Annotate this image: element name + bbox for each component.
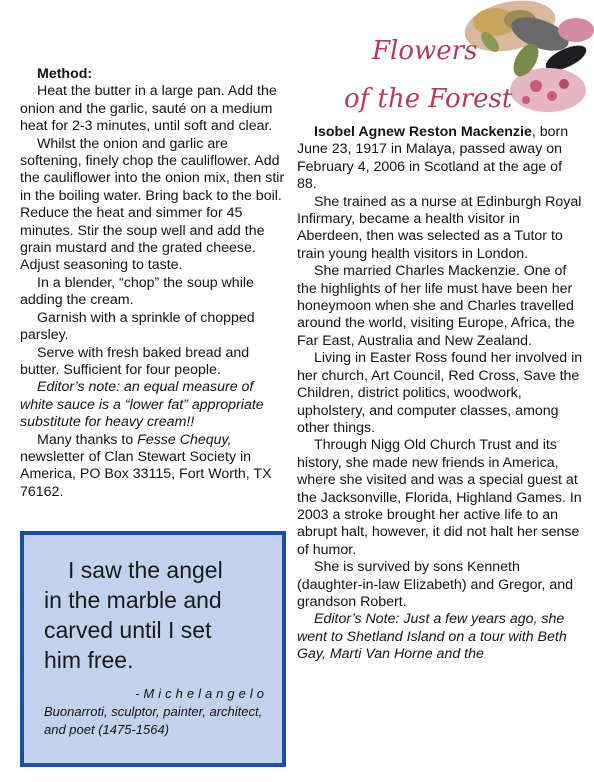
obituary-intro-text: , born June 23, 1917 in Malaya, passed away on February 4, 2006 in Scotland at the age of 88. <box>297 124 569 193</box>
recipe-method-column <box>20 66 290 501</box>
method-paragraph: In a blender, “chop” the soup while adding the cream. <box>20 274 254 309</box>
quote-attribution <box>44 685 268 739</box>
method-paragraph: Garnish with a sprinkle of chopped parsley. <box>20 309 255 344</box>
obituary-paragraph: Through Nigg Old Church Trust and its history, she made new friends in America, where she visited and was a special guest at the Jacksonville, Florida, Highland Games. In 2003 a stroke brought her active life to an abrupt halt, however, it did not halt her sense of humor. <box>297 437 582 558</box>
thanks-prefix: Many thanks to <box>37 431 138 448</box>
obituary-paragraph: Living in Easter Ross found her involved in her church, Art Council, Red Cross, Save the Children, district politics, woodwork, upholstery, and computer classes, among other things. <box>297 350 583 436</box>
method-paragraph: Heat the butter in a large pan. Add the onion and the garlic, sauté on a medium heat for 2-3 minutes, until soft and clear. <box>20 83 277 135</box>
thanks-paragraph <box>20 432 290 502</box>
obituary-editor-note: Editor’s Note: Just a few years ago, she went to Shetland Island on a tour with Beth Gay, Marti Van Horne and the <box>297 611 567 663</box>
editor-note: Editor’s note: an equal measure of white sauce is a “lower fat” appropriate substitute for heavy cream!! <box>20 379 264 431</box>
obituary-paragraph: She is survived by sons Kenneth (daughter-in-law Elizabeth) and Gregor, and grandson Robert. <box>297 559 574 610</box>
obituary-intro <box>297 124 585 194</box>
method-paragraph: Whilst the onion and garlic are softening, finely chop the cauliflower. Add the cauliflower into the onion mix, then stir in the boiling water. Bring back to the boil. Reduce the heat and simmer for 45 minutes. Stir the soup well and add the grain mustard and the grated cheese. Adjust seasoning to taste. <box>20 135 285 274</box>
quote-author: -Michelangelo <box>135 686 268 701</box>
quote-box <box>20 531 286 767</box>
obituary-column <box>297 124 585 664</box>
newsletter-name: Fesse Chequy, <box>137 431 232 448</box>
quote-line: carved until I set <box>44 617 212 643</box>
quote-line: him free. <box>44 647 134 673</box>
quote-line: in the marble and <box>44 587 222 613</box>
section-title-line2: of the Forest <box>344 84 513 114</box>
obituary-paragraph: She trained as a nurse at Edinburgh Royal Infirmary, became a health visitor in Aberdeen, then was selected as a Tutor to train young health visitors in London. <box>297 193 582 262</box>
quote-text <box>44 555 268 675</box>
quote-author-description: Buonarroti, sculptor, painter, architect, and poet (1475-1564) <box>44 704 263 737</box>
section-title-line1: Flowers <box>372 36 478 66</box>
method-heading: Method: <box>37 66 93 82</box>
obituary-name: Isobel Agnew Reston Mackenzie <box>314 124 532 140</box>
obituary-paragraph: She married Charles Mackenzie. One of the highlights of her life must have been her honeymoon when she and Charles travelled around the world, visiting Europe, Africa, the Far East, Australia and New Zealand. <box>297 263 575 349</box>
method-paragraph: Serve with fresh baked bread and butter. Sufficient for four people. <box>20 344 250 378</box>
quote-line: I saw the angel <box>68 557 223 583</box>
thanks-suffix: newsletter of Clan Stewart Society in America, PO Box 33115, Fort Worth, TX 76162. <box>20 448 272 500</box>
